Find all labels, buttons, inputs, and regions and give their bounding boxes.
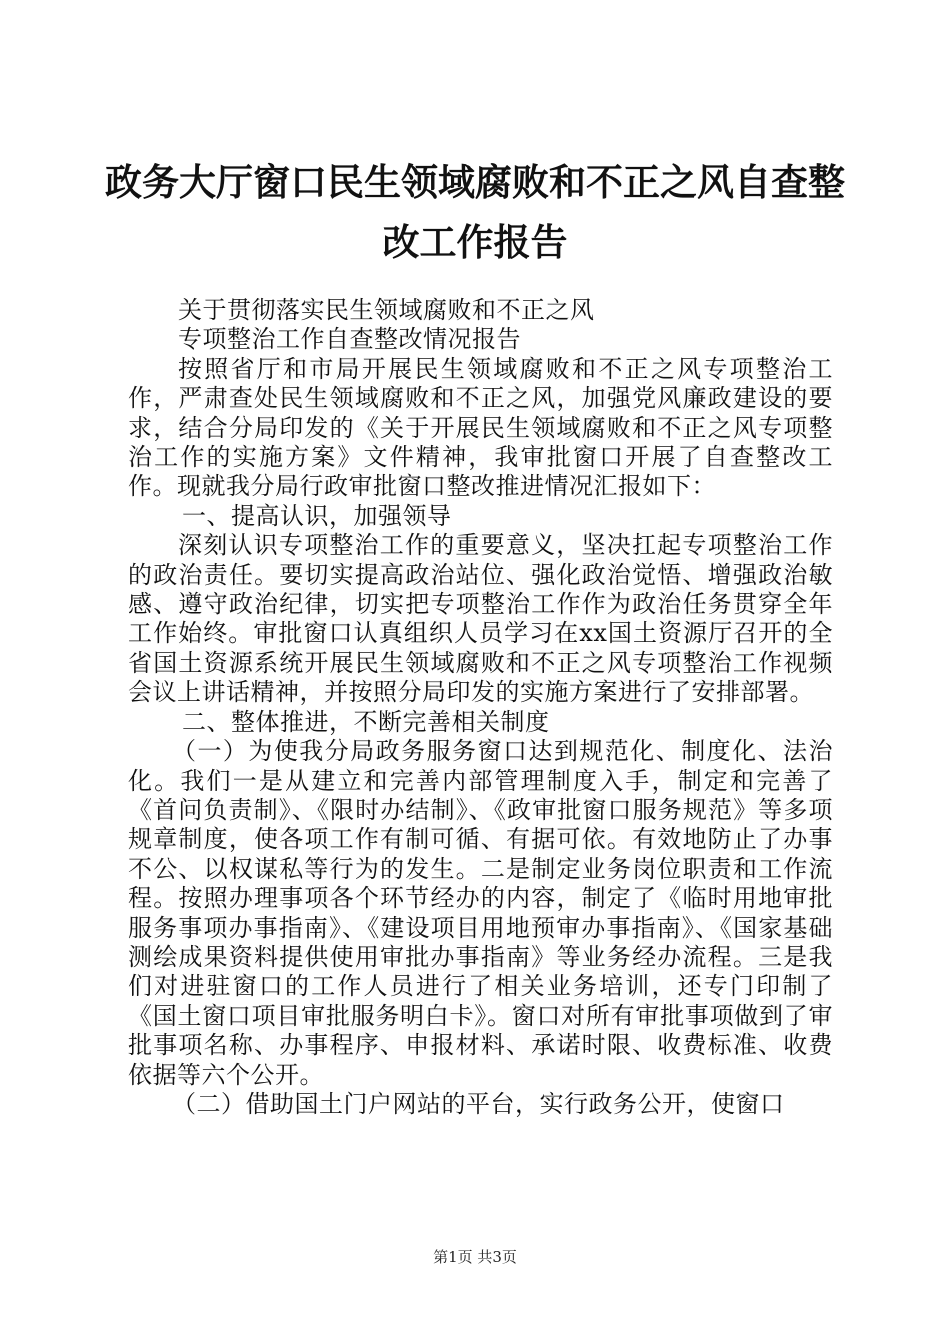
paragraph-item-1: （一）为使我分局政务服务窗口达到规范化、制度化、法治化。我们一是从建立和完善内部管理制度入手，制定和完善了《首问负责制》、《限时办结制》、《政审批窗口服务规范》等多项规章制度，使各项工作有制可循、有据可依。有效地防止了办事不公、以权谋私等行为的发生。二是制定业务岗位职责和工作流程。按照办理事项各个环节经办的内容，制定了《临时用地审批服务事项办事指南》、《建设项目用地预审办事指南》、《国家基础测绘成果资料提供使用审批办事指南》等业务经办流程。三是我们对进驻窗口的工作人员进行了相关业务培训，还专门印制了《国土窗口项目审批服务明白卡》。窗口对所有审批事项做到了审批事项名称、办事程序、申报材料、承诺时限、收费标准、收费依据等六个公开。 (128, 737, 833, 1089)
paragraph-section-1: 深刻认识专项整治工作的重要意义，坚决扛起专项整治工作的政治责任。要切实提高政治站位、强化政治觉悟、增强政治敏感、遵守政治纪律，切实把专项整治工作作为政治任务贯穿全年工作始终。审批窗口认真组织人员学习在xx国土资源厅召开的全省国土资源系统开展民生领域腐败和不正之风专项整治工作视频会议上讲话精神，并按照分局印发的实施方案进行了安排部署。 (128, 531, 833, 707)
paragraph-item-2: （二）借助国土门户网站的平台，实行政务公开，使窗口 (172, 1089, 785, 1118)
document-title-line-2: 改工作报告 (382, 220, 568, 264)
page-footer: 第1页 共3页 (433, 1248, 517, 1266)
paragraph-intro: 按照省厅和市局开展民生领域腐败和不正之风专项整治工作，严肃查处民生领域腐败和不正之风，加强党风廉政建设的要求，结合分局印发的《关于开展民生领域腐败和不正之风专项整治工作的实施方案》文件精神，我审批窗口开展了自查整改工作。现就我分局行政审批窗口整改推进情况汇报如下： (128, 354, 833, 501)
section-heading-2: 二、整体推进，不断完善相关制度 (182, 707, 550, 736)
subtitle-line-1: 关于贯彻落实民生领域腐败和不正之风 (178, 296, 595, 324)
document-body (128, 296, 833, 1119)
section-heading-1: 一、提高认识，加强领导 (182, 501, 452, 530)
subtitle-line-2: 专项整治工作自查整改情况报告 (178, 325, 521, 354)
document-title-line-1: 政务大厅窗口民生领域腐败和不正之风自查整 (105, 160, 845, 204)
